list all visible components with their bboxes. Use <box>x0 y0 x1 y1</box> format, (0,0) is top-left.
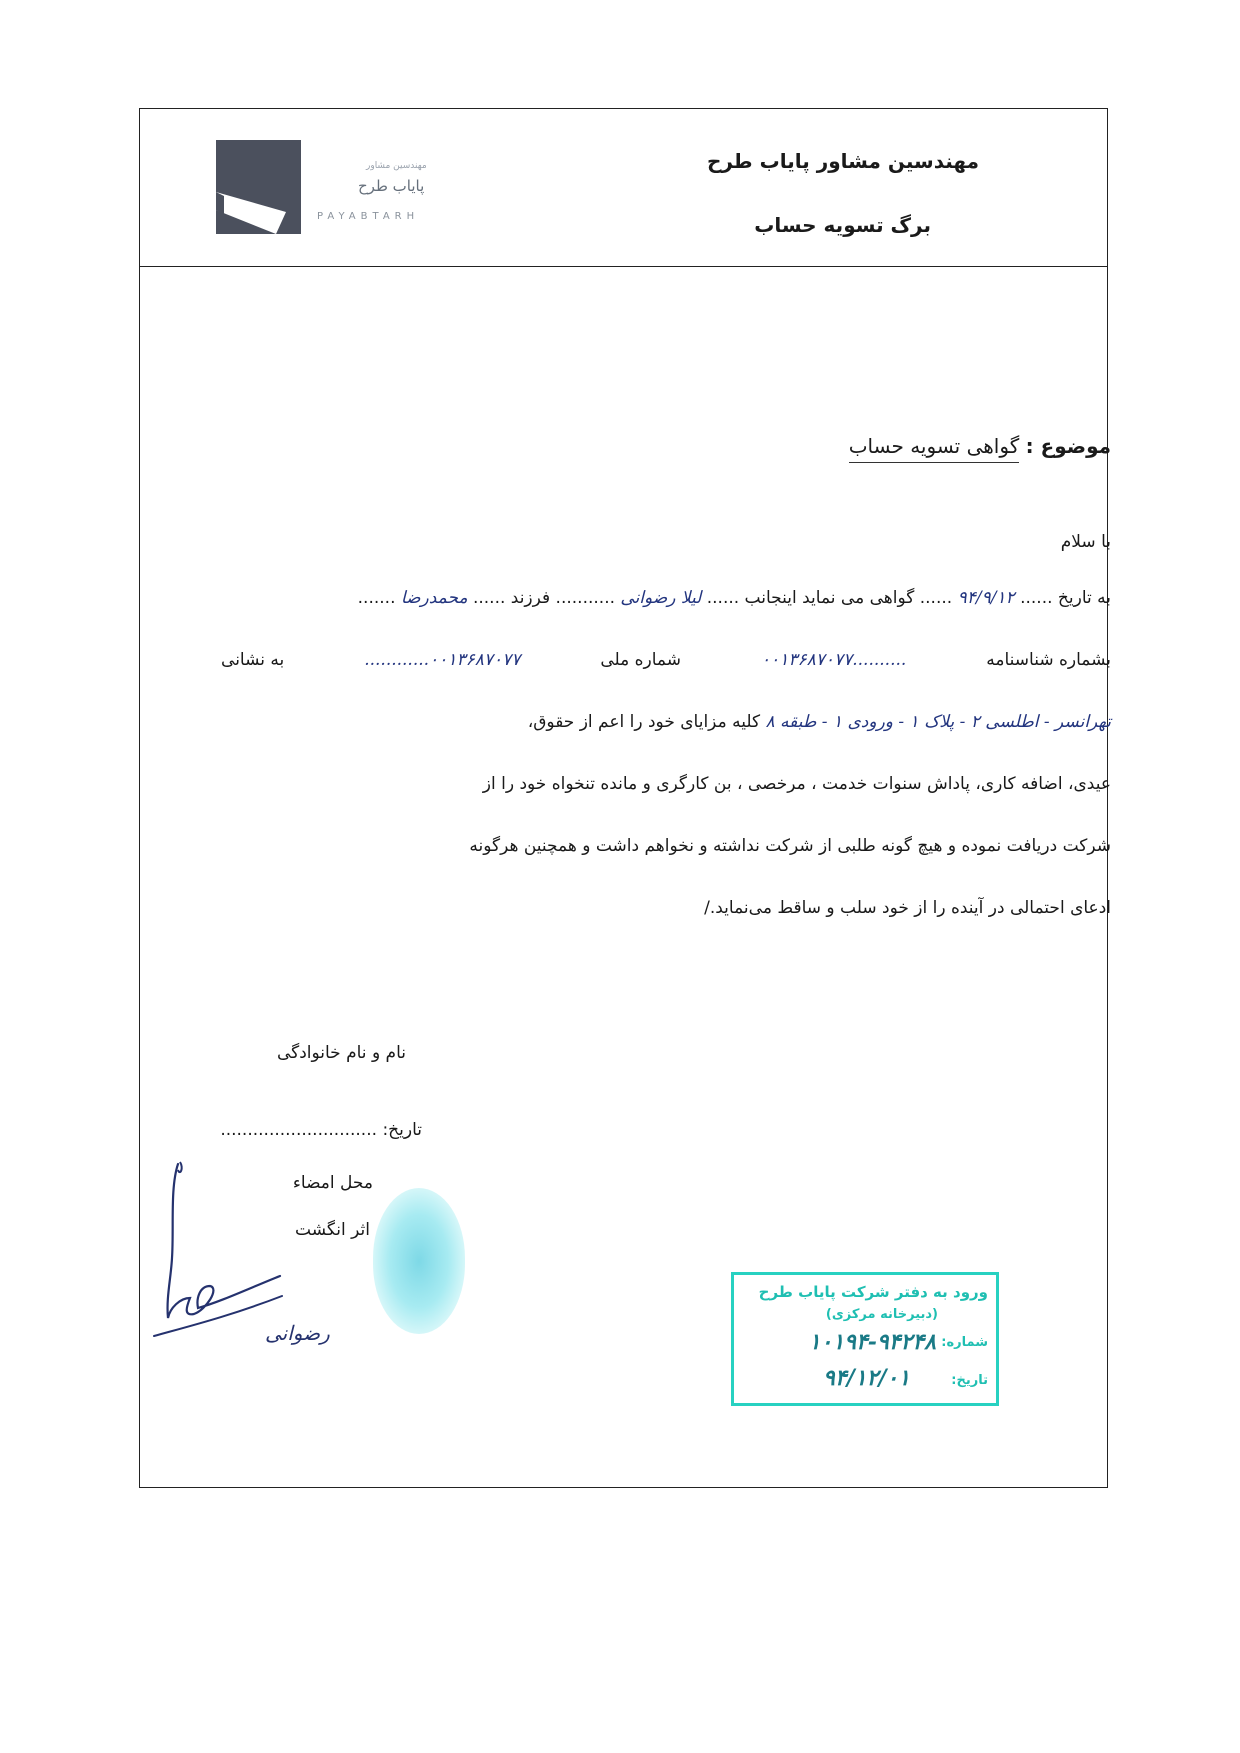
date-dots: ............................. <box>220 1120 378 1140</box>
greeting: با سلام <box>1060 532 1111 552</box>
stamp-subtitle: (دبیرخانه مرکزی) <box>825 1307 938 1322</box>
body-line-2 <box>221 650 1111 670</box>
body-text: ....... <box>357 588 396 608</box>
logo-text-en: PAYABTARH <box>317 211 420 222</box>
subject-label: موضوع : <box>1025 434 1111 458</box>
subject-line <box>849 434 1111 458</box>
date-field <box>220 1120 422 1140</box>
body-line-1 <box>221 588 1111 608</box>
form-title: برگ تسویه حساب <box>754 213 931 237</box>
body-text: به نشانی <box>221 650 285 670</box>
body-line-4: عیدی، اضافه کاری، پاداش سنوات خدمت ، مرخصی ، بن کارگری و مانده تنخواه خود را از <box>482 774 1111 794</box>
body-line-3 <box>221 712 1111 732</box>
fingerprint-label: اثر انگشت <box>295 1220 370 1240</box>
company-name: مهندسین مشاور پایاب طرح <box>706 149 979 173</box>
body-text: ........... فرزند ...... <box>472 588 615 608</box>
stamp-title: ورود به دفتر شرکت پایاب طرح <box>758 1283 988 1301</box>
body-text: به تاریخ ...... <box>1020 588 1111 608</box>
name-label: نام و نام خانوادگی <box>276 1043 406 1063</box>
body-text: بشماره شناسنامه <box>986 650 1111 670</box>
body-text: شماره ملی <box>600 650 681 670</box>
company-logo-mark <box>216 140 301 234</box>
date-label: تاریخ: <box>382 1120 422 1140</box>
body-line-6: ادعای احتمالی در آینده را از خود سلب و ساقط می‌نماید./ <box>704 898 1111 918</box>
signature-name: رضوانی <box>265 1321 330 1345</box>
body-text: کلیه مزایای خود را اعم از حقوق، <box>527 712 761 732</box>
form-header <box>140 109 1107 267</box>
subject-value: گواهی تسویه حساب <box>849 434 1020 463</box>
body-text: ...... گواهی می نماید اینجانب ...... <box>706 588 953 608</box>
handwritten-father-name: محمدرضا <box>400 588 468 608</box>
handwritten-date: ۹۴/۹/۱۲ <box>957 588 1015 608</box>
logo-text-fa: پایاب طرح <box>358 177 425 195</box>
fingerprint-image <box>373 1188 465 1334</box>
signature-place-label: محل امضاء <box>292 1173 373 1193</box>
handwritten-name: لیلا رضوانی <box>620 588 702 608</box>
body-line-5: شرکت دریافت نموده و هیچ گونه طلبی از شرکت نداشته و نخواهم داشت و همچنین هرگونه <box>469 836 1111 856</box>
handwritten-id-number: ..........۰۰۱۳۶۸۷۰۷۷ <box>760 650 907 670</box>
handwritten-national-id: ۰۰۱۳۶۸۷۰۷۷............ <box>364 650 521 670</box>
handwritten-address: تهرانسر - اطلسی ۲ - پلاک ۱ - ورودی ۱ - طبقه ۸ <box>765 712 1111 732</box>
stamp-number-label: شماره: <box>941 1335 988 1350</box>
signature-image <box>150 1158 340 1358</box>
registration-stamp <box>731 1272 999 1406</box>
logo-icon <box>216 140 301 234</box>
stamp-date-value: ۹۴/۱۲/۰۱ <box>823 1365 910 1391</box>
stamp-number-value: ۱۰۱۹۴-۹۴۲۴۸ <box>808 1329 936 1355</box>
logo-small-text: مهندسین مشاور <box>366 161 427 171</box>
stamp-date-label: تاریخ: <box>951 1373 988 1388</box>
